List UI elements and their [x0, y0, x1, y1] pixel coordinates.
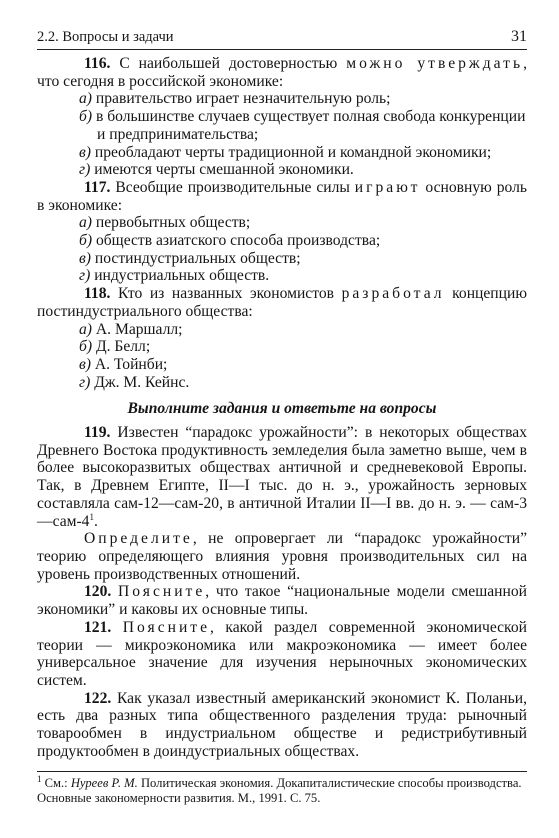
option: [37, 232, 527, 250]
option-letter: в): [79, 143, 91, 161]
question-text: концепцию постиндустриального общества:: [37, 285, 527, 320]
page-number: 31: [511, 28, 527, 45]
punctuation: .: [93, 512, 98, 530]
option: [37, 144, 527, 162]
section-heading: Выполните задания и ответьте на вопросы: [127, 400, 437, 418]
question-number: 121.: [84, 618, 112, 636]
option: [37, 108, 527, 143]
footnote-author: Нуреев Р. М.: [70, 776, 138, 790]
option-text: постиндустриальных обществ;: [94, 249, 301, 267]
running-header: [37, 28, 527, 50]
option-letter: б): [79, 338, 93, 356]
option-text: Д. Белл;: [95, 338, 151, 356]
footnote-number: 1: [37, 773, 42, 784]
question-121: [37, 619, 527, 690]
option-letter: а): [79, 320, 92, 338]
footnote-marker[interactable]: 1: [89, 511, 94, 522]
question-118: [37, 285, 527, 320]
footnote-text: Политическая экономия. Докапиталистические способы производства. Основные закономерности развития. М., 1991. С. 75.: [37, 776, 522, 805]
spaced-emphasis: Поясните: [118, 583, 206, 601]
option-letter: б): [79, 108, 93, 126]
option: [37, 161, 527, 179]
option-text: имеются черты смешанной экономики.: [94, 161, 354, 179]
option: [37, 374, 527, 392]
question-120: [37, 583, 527, 618]
section-title: 2.2. Вопросы и задачи: [37, 29, 174, 45]
footnote: [37, 771, 527, 806]
question-116: [37, 55, 527, 90]
option-text: обществ азиатского способа производства;: [95, 232, 381, 250]
question-text: , что такое “национальные модели смешанной экономики” и каковы их основные типы.: [37, 583, 527, 619]
task-119: [37, 530, 527, 583]
option-letter: а): [79, 214, 92, 232]
option: [37, 321, 527, 339]
question-122: [37, 690, 527, 761]
option-letter: в): [79, 249, 91, 267]
question-119: [37, 424, 527, 530]
question-number: 122.: [84, 689, 112, 707]
option-letter: г): [79, 267, 91, 285]
option-letter: в): [79, 355, 91, 373]
question-number: 118.: [84, 285, 111, 303]
book-page: [37, 28, 527, 760]
option-text: преобладают черты традиционной и командной экономики;: [94, 143, 492, 161]
option-text: А. Маршалл;: [95, 320, 183, 338]
question-text: Всеобщие производительные силы: [115, 178, 355, 196]
option-letter: б): [79, 232, 93, 250]
question-number: 119.: [84, 424, 111, 442]
spaced-emphasis: Поясните: [122, 618, 211, 636]
spaced-emphasis: разработал: [341, 285, 445, 303]
option-text: А. Тойнби;: [94, 355, 168, 373]
option-letter: г): [79, 373, 91, 391]
option-text: в большинстве случаев существует полная свобода конкуренции и предпринимательства;: [95, 108, 526, 143]
question-number: 120.: [84, 583, 112, 601]
question-text: основную роль в экономике:: [37, 178, 527, 214]
spaced-emphasis: Определите: [84, 530, 193, 548]
option-text: Дж. М. Кейнс.: [94, 373, 190, 391]
option: [37, 214, 527, 232]
question-text: , какой раздел современной экономической теории — микроэкономика или макроэкономика — имеет более универсальное значение для изучения нерыночных экономических систем.: [37, 618, 527, 689]
footnote-text: См.:: [41, 776, 71, 790]
option: [37, 338, 527, 356]
question-text: , что сегодня в российской экономике:: [37, 55, 527, 90]
question-117: [37, 179, 527, 214]
option: [37, 267, 527, 285]
question-number: 116.: [84, 55, 111, 72]
question-text: Кто из названных экономистов: [118, 285, 342, 303]
spaced-emphasis: можно утверждать: [346, 55, 524, 72]
option-text: индустриальных обществ.: [94, 267, 270, 285]
option-letter: а): [79, 90, 92, 108]
spaced-emphasis: играют: [354, 178, 421, 196]
option-text: правительство играет незначительную роль;: [95, 90, 391, 108]
option-text: первобытных обществ;: [95, 214, 251, 232]
question-text: Как указал известный американский экономист К. Поланьи, есть два разных типа общественного разделения труда: рыночный товарообмен в индустриальном обществе и редистрибутивный продуктообмен в доиндустриальных обществах.: [37, 689, 527, 760]
page-body: [37, 55, 527, 760]
question-text: С наибольшей достоверностью: [119, 55, 347, 72]
question-text: Известен “парадокс урожайности”: в некоторых обществах Древнего Востока продуктивность земледелия была заметно выше, чем в более высокоразвитых обществах античной и средневековой Европы. Так, в Древнем Египте, II—I тыс. до н. э., урожайность зерновых составляла сам-12—сам-20, в античной Италии II—I вв. до н. э. — сам-3—сам-4: [37, 424, 527, 530]
option: [37, 90, 527, 108]
task-text: , не опровергает ли “парадокс урожайности” теорию определяющего влияния уровня производительных сил на уровень производственных отношений.: [37, 530, 527, 583]
question-number: 117.: [84, 178, 111, 196]
option: [37, 356, 527, 374]
option-letter: г): [79, 161, 91, 179]
option: [37, 250, 527, 268]
